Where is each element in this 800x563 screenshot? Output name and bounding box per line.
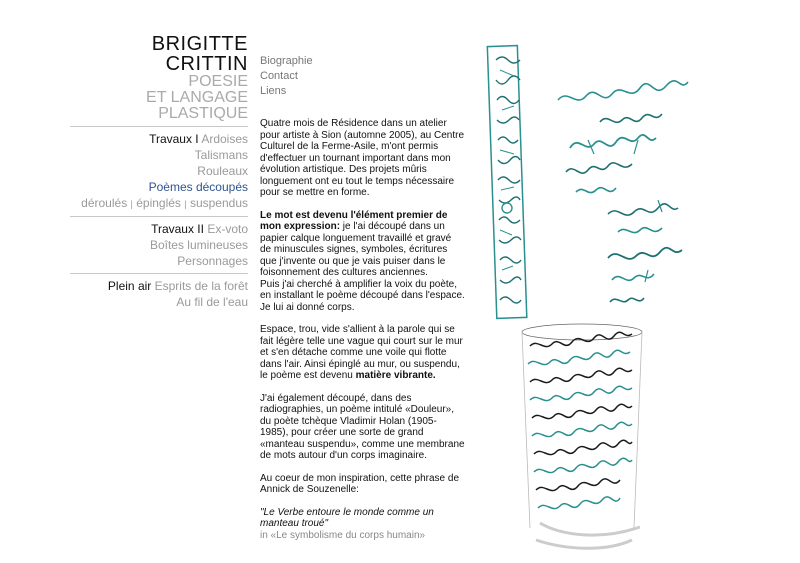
nav-section-travaux2[interactable]: Travaux II — [151, 222, 204, 236]
nav-row-subitems — [70, 195, 248, 212]
nav-link-deroules[interactable]: déroulés — [81, 196, 128, 210]
nav-link-fil-eau[interactable]: Au fil de l'eau — [176, 295, 248, 309]
nav-row-travaux2 — [70, 221, 248, 237]
artwork-word-wave — [548, 80, 708, 310]
site-subtitle-line-1: POESIE — [188, 73, 248, 90]
nav-row-rouleaux — [70, 163, 248, 179]
nav-row-boites — [70, 237, 248, 253]
quote: "Le Verbe entoure le monde comme un manteau troué" — [260, 506, 434, 529]
nav-divider — [70, 216, 248, 217]
paragraph-2 — [260, 210, 465, 314]
artwork-vertical-strip — [482, 40, 534, 322]
nav-row-personnages — [70, 253, 248, 269]
link-contact[interactable]: Contact — [260, 70, 298, 82]
link-liens[interactable]: Liens — [260, 85, 287, 97]
nav-separator-bar: | — [184, 199, 187, 209]
paragraph-2b-text: Puis j'ai cherché à amplifier la voix du poète, en installant le poème découpé dans l'espace. Je lui ai donné corps. — [260, 278, 465, 313]
nav-link-poemes-decoupes[interactable]: Poèmes découpés — [148, 180, 248, 194]
nav-row-fil-eau — [70, 294, 248, 310]
nav-link-rouleaux[interactable]: Rouleaux — [197, 164, 248, 178]
artwork-suspended-mantle — [500, 318, 670, 558]
paragraph-5: Au coeur de mon inspiration, cette phrase de Annick de Souzenelle: — [260, 472, 460, 495]
nav-divider — [70, 273, 248, 274]
nav-row-talismans — [70, 147, 248, 163]
paragraph-2-text: je l'ai découpé dans un papier calque longuement travaillé et gravé de minuscules signes, symboles, écritures que j'invente ou que je vais puiser dans le foisonnement des cultures anciennes. — [260, 221, 452, 278]
site-title[interactable]: BRIGITTE CRITTIN — [151, 33, 248, 75]
nav-separator-bar: | — [130, 199, 133, 209]
paragraph-3 — [260, 324, 465, 382]
nav-row-pleinair — [70, 278, 248, 294]
nav-link-personnages[interactable]: Personnages — [177, 254, 248, 268]
paragraph-2-bold: Le mot est devenu l'élément premier de mon expression: — [260, 209, 448, 232]
nav-section-travaux1[interactable]: Travaux I — [149, 132, 199, 146]
nav-link-esprits-foret[interactable]: Esprits de la forêt — [154, 279, 248, 293]
nav-row-travaux1 — [70, 131, 248, 147]
site-subtitle-line-3: PLASTIQUE — [158, 105, 248, 122]
paragraph-3-bold: matière vibrante. — [355, 370, 436, 381]
nav-link-epingles[interactable]: épinglés — [136, 196, 181, 210]
nav-link-talismans[interactable]: Talismans — [194, 148, 248, 162]
top-links — [260, 54, 313, 99]
nav-link-ex-voto[interactable]: Ex-voto — [207, 222, 248, 236]
nav-row-poemes — [70, 179, 248, 195]
nav-section-plein-air[interactable]: Plein air — [107, 279, 152, 293]
nav-link-ardoises[interactable]: Ardoises — [201, 132, 248, 146]
nav-divider — [70, 126, 248, 127]
paragraph-3-text: Espace, trou, vide s'allient à la parole qui se fait légère telle une vague qui court sur le mur et s'en détache comme une voile qui flotte dans l'air. Ainsi épinglé au mur, ou suspendu, le poème est devenu — [260, 324, 463, 381]
quote-citation: in «Le symbolisme du corps humain» — [260, 529, 426, 541]
paragraph-4: J'ai également découpé, dans des radiographies, un poème intitulé «Douleur», du poète tchèque Vladimir Holan (1905-1985), pour créer une sorte de grand «manteau suspendu», comme une membrane de mots autour d'un corps imaginaire. — [260, 392, 465, 461]
left-navigation — [70, 34, 248, 310]
nav-link-boites-lumineuses[interactable]: Boîtes lumineuses — [149, 238, 248, 252]
article-text — [260, 118, 465, 541]
paragraph-1: Quatre mois de Résidence dans un atelier pour artiste à Sion (automne 2005), au Centre Culturel de la Ferme-Asile, m'ont permis d'effectuer un tournant important dans mon évolution artistique. Des projets mûris longuement ont eu tout le temps nécessaire pour se mettre en forme. — [260, 118, 465, 198]
link-biographie[interactable]: Biographie — [260, 55, 313, 67]
site-subtitle-line-2: ET LANGAGE — [146, 89, 248, 106]
nav-link-suspendus[interactable]: suspendus — [189, 196, 248, 210]
